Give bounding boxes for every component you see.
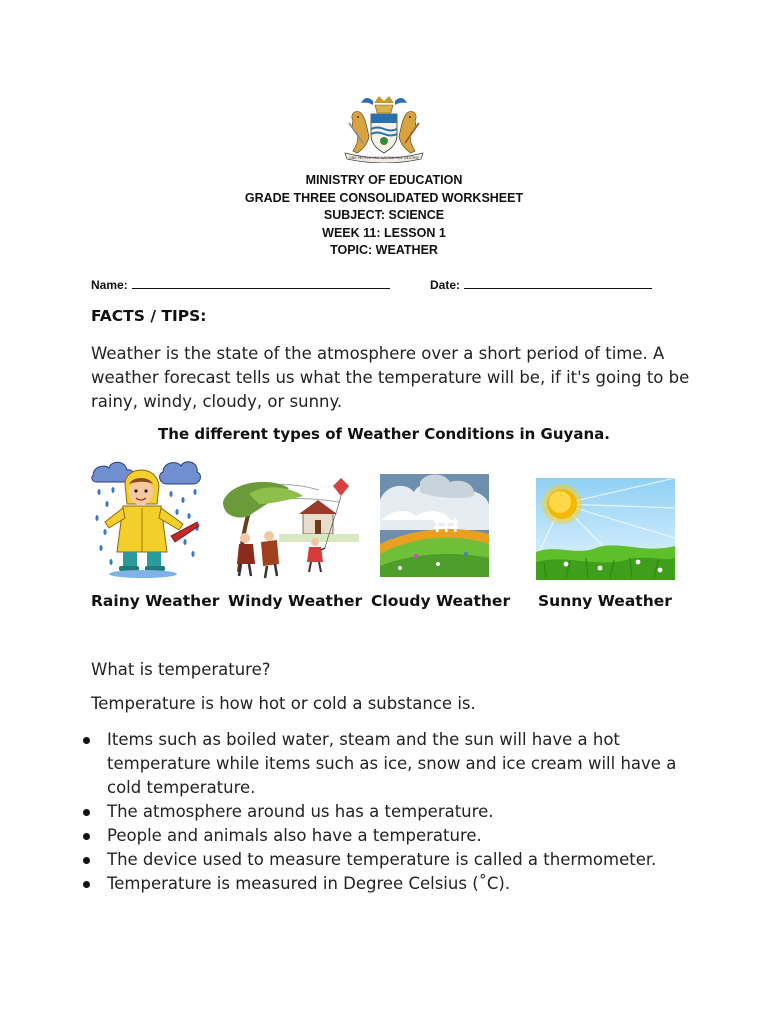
caption-windy: Windy Weather bbox=[228, 592, 363, 610]
svg-text:ONE PEOPLE ONE NATION ONE DEST: ONE PEOPLE ONE NATION ONE DESTINY bbox=[348, 156, 420, 160]
name-label: Name: bbox=[91, 278, 128, 292]
list-item bbox=[81, 872, 701, 896]
header-ministry: MINISTRY OF EDUCATION bbox=[305, 173, 463, 187]
list-item-text: The device used to measure temperature is called a thermometer. bbox=[107, 850, 657, 869]
header-week: WEEK 11: LESSON 1 bbox=[322, 225, 446, 240]
bullet-dot-icon bbox=[83, 857, 90, 864]
list-item-text: People and animals also have a temperature. bbox=[107, 826, 482, 845]
bullet-dot-icon bbox=[83, 881, 90, 888]
bullet-dot-icon bbox=[83, 809, 90, 816]
name-field[interactable] bbox=[91, 278, 390, 292]
intro-paragraph: Weather is the state of the atmosphere over a short period of time. A weather forecast tells us what the temperature will be, if it's going to be rainy, windy, cloudy, or sunny. bbox=[91, 344, 690, 411]
header-grade: GRADE THREE CONSOLIDATED WORKSHEET bbox=[244, 190, 524, 205]
temperature-question: What is temperature? bbox=[91, 660, 271, 679]
sunny-weather-picture bbox=[536, 478, 675, 580]
caption-cloudy: Cloudy Weather bbox=[371, 592, 511, 610]
list-item bbox=[81, 728, 701, 800]
temperature-facts-list bbox=[81, 728, 701, 896]
list-item bbox=[81, 824, 701, 848]
header-topic: TOPIC: WEATHER bbox=[330, 243, 438, 258]
list-item bbox=[81, 848, 701, 872]
bullet-dot-icon bbox=[83, 833, 90, 840]
coat-of-arms-crest bbox=[331, 93, 437, 163]
list-item bbox=[81, 800, 701, 824]
list-item-text: Items such as boiled water, steam and the sun will have a hot temperature while items such as ice, snow and ice cream will have a cold temperature. bbox=[107, 730, 677, 797]
date-field[interactable] bbox=[430, 278, 652, 292]
date-label: Date: bbox=[430, 278, 461, 292]
worksheet-header bbox=[0, 172, 768, 260]
caption-sunny: Sunny Weather bbox=[538, 592, 672, 610]
temperature-answer: Temperature is how hot or cold a substance is. bbox=[91, 694, 476, 713]
facts-heading: FACTS / TIPS: bbox=[91, 307, 207, 325]
rainy-weather-picture bbox=[91, 456, 203, 580]
conditions-heading: The different types of Weather Conditions in Guyana. bbox=[158, 425, 610, 443]
bullet-dot-icon bbox=[83, 737, 90, 744]
date-line[interactable] bbox=[464, 278, 652, 289]
caption-rainy: Rainy Weather bbox=[91, 592, 220, 610]
name-line[interactable] bbox=[132, 278, 390, 289]
list-item-text: Temperature is measured in Degree Celsius (˚C). bbox=[107, 874, 511, 893]
list-item-text: The atmosphere around us has a temperature. bbox=[107, 802, 494, 821]
windy-weather-picture bbox=[219, 472, 359, 580]
cloudy-weather-picture bbox=[380, 474, 489, 577]
header-subject: SUBJECT: SCIENCE bbox=[323, 208, 445, 223]
